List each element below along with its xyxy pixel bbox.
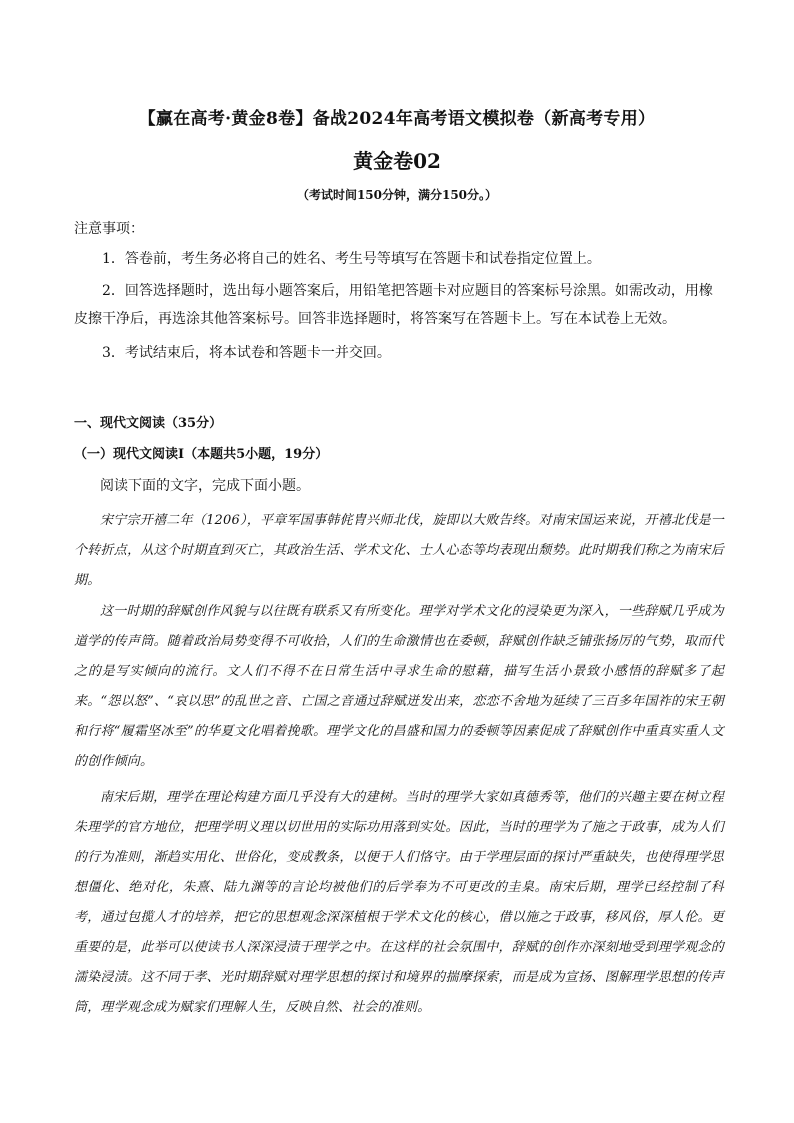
subsection-heading: （一）现代文阅读Ⅰ（本题共5小题，19分）: [74, 447, 329, 462]
passage-paragraph: 南宋后期，理学在理论构建方面几乎没有大的建树。当时的理学大家如真德秀等，他们的兴趣主要在树立程朱理学的官方地位，把理学明义理以切世用的实际功用落到实处。因此，当时的理学为了施之于政事，成为人们的行为准则，渐趋实用化、世俗化，变成教条，以便于人们恪守。由于学理层面的探讨严重缺失，也使得理学思想僵化、绝对化，朱熹、陆九渊等的言论均被他们的后学奉为不可更改的圭臬。南宋后期，理学已经控制了科考，通过包揽人才的培养，把它的思想观念深深植根于学术文化的核心，借以施之于政事，移风俗，厚人伦。更重要的是，此举可以使读书人深深浸渍于理学之中。在这样的社会氛围中，辞赋的创作亦深刻地受到理学观念的濡染浸渍。这不同于孝、光时期辞赋对理学思想的探讨和境界的揣摩探索，而是成为宣扬、图解理学思想的传声筒，理学观念成为赋家们理解人生，反映自然、社会的准则。: [74, 790, 724, 1015]
paper-subtitle: 黄金卷02: [353, 149, 441, 173]
notice-item: 2．回答选择题时，选出每小题答案后，用铅笔把答题卡对应题目的答案标号涂黑。如需改动，用橡皮擦干净后，再选涂其他答案标号。回答非选择题时，将答案写在答题卡上。写在本试卷上无效。: [74, 283, 713, 327]
reading-instruction: 阅读下面的文字，完成下面小题。: [100, 478, 310, 494]
section-heading: 一、现代文阅读（35分）: [74, 416, 223, 431]
notice-item: 1．答卷前，考生务必将自己的姓名、考生号等填写在答题卡和试卷指定位置上。: [102, 251, 601, 267]
exam-time-note: （考试时间150分钟，满分150分。）: [296, 188, 498, 202]
document-title: 【赢在高考·黄金8卷】备战2024年高考语文模拟卷（新高考专用）: [138, 109, 656, 129]
notice-heading: 注意事项：: [74, 221, 144, 237]
passage-paragraph: 宋宁宗开禧二年（1206），平章军国事韩侂胄兴师北伐，旋即以大败告终。对南宋国运来说，开禧北伐是一个转折点，从这个时期直到灭亡，其政治生活、学术文化、士人心态等均表现出颓势。此时期我们称之为南宋后期。: [74, 513, 724, 588]
passage-paragraph: 这一时期的辞赋创作风貌与以往既有联系又有所变化。理学对学术文化的浸染更为深入，一些辞赋几乎成为道学的传声筒。随着政治局势变得不可收拾，人们的生命激情也在委顿，辞赋创作缺乏铺张扬厉的气势，取而代之的是写实倾向的流行。文人们不得不在日常生活中寻求生命的慰藉，描写生活小景致小感悟的辞赋多了起来。“怨以怒”、“哀以思”的乱世之音、亡国之音通过辞赋迸发出来，恋恋不舍地为延续了三百多年国祚的宋王朝和行将“履霜坚冰至”的华夏文化唱着挽歌。理学文化的昌盛和国力的委顿等因素促成了辞赋创作中重真实重人文的创作倾向。: [74, 604, 724, 769]
notice-item: 3．考试结束后，将本试卷和答题卡一并交回。: [102, 345, 391, 361]
